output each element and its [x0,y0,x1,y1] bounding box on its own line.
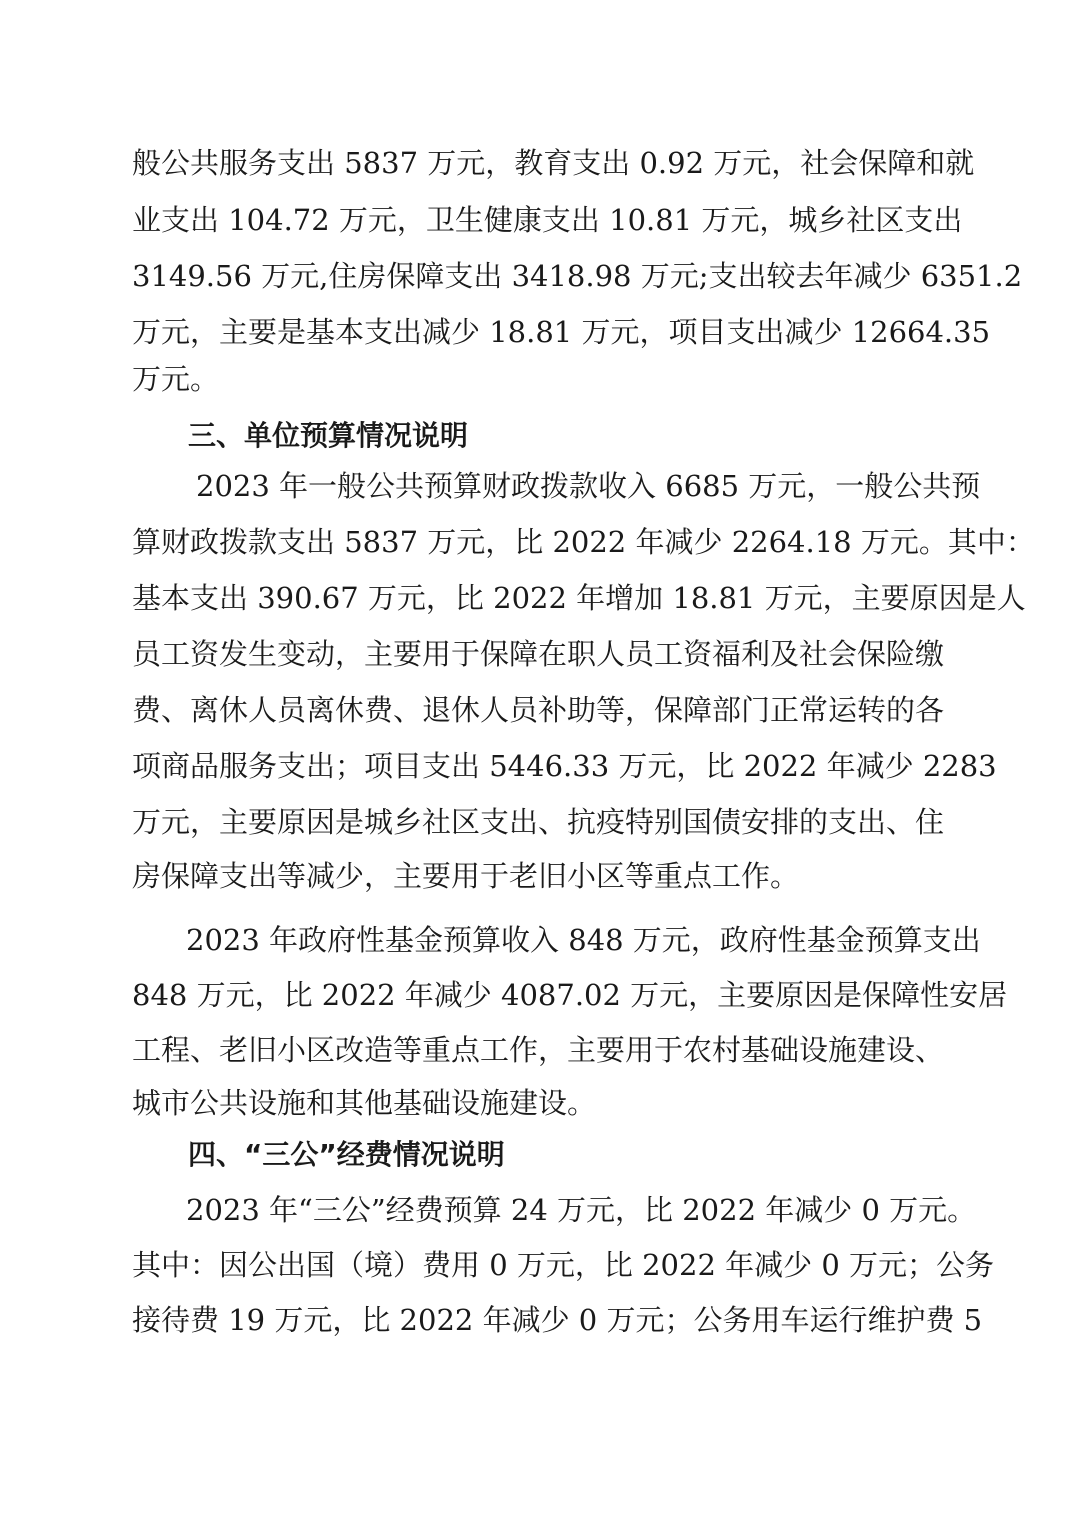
paragraph-2-line-4: 员工资发生变动，主要用于保障在职人员工资福利及社会保险缴 [132,637,945,671]
paragraph-3-line-1: 2023 年政府性基金预算收入 848 万元，政府性基金预算支出 [186,923,981,957]
section-heading-3: 三、单位预算情况说明 [188,419,469,452]
paragraph-2-line-1: 2023 年一般公共预算财政拨款收入 6685 万元，一般公共预 [196,469,981,503]
paragraph-2-line-8: 房保障支出等减少，主要用于老旧小区等重点工作。 [132,859,800,893]
paragraph-1-line-4: 万元，主要是基本支出减少 18.81 万元，项目支出减少 12664.35 [132,315,991,349]
paragraph-3-line-2: 848 万元，比 2022 年减少 4087.02 万元，主要原因是保障性安居 [132,978,1008,1012]
paragraph-3-line-3: 工程、老旧小区改造等重点工作，主要用于农村基础设施建设、 [132,1033,945,1067]
paragraph-4-line-2: 其中：因公出国（境）费用 0 万元，比 2022 年减少 0 万元；公务 [132,1248,995,1282]
paragraph-2-line-2: 算财政拨款支出 5837 万元，比 2022 年减少 2264.18 万元。其中： [132,525,1035,559]
paragraph-1-line-1: 般公共服务支出 5837 万元，教育支出 0.92 万元，社会保障和就 [132,146,975,180]
paragraph-1-line-3: 3149.56 万元,住房保障支出 3418.98 万元;支出较去年减少 6351.2 [132,259,1023,293]
paragraph-1-line-2: 业支出 104.72 万元，卫生健康支出 10.81 万元，城乡社区支出 [132,203,963,237]
paragraph-4-line-3: 接待费 19 万元，比 2022 年减少 0 万元；公务用车运行维护费 5 [132,1303,983,1337]
paragraph-2-line-6: 项商品服务支出；项目支出 5446.33 万元，比 2022 年减少 2283 [132,749,997,783]
paragraph-2-line-3: 基本支出 390.67 万元，比 2022 年增加 18.81 万元，主要原因是人 [132,581,1026,615]
paragraph-2-line-7: 万元，主要原因是城乡社区支出、抗疫特别国债安排的支出、住 [132,805,945,839]
paragraph-2-line-5: 费、离休人员离休费、退休人员补助等，保障部门正常运转的各 [132,693,945,727]
paragraph-3-line-4: 城市公共设施和其他基础设施建设。 [132,1086,597,1120]
section-heading-4: 四、“三公”经费情况说明 [188,1138,505,1171]
paragraph-4-line-1: 2023 年“三公”经费预算 24 万元，比 2022 年减少 0 万元。 [186,1193,977,1227]
paragraph-1-line-5: 万元。 [132,362,220,396]
